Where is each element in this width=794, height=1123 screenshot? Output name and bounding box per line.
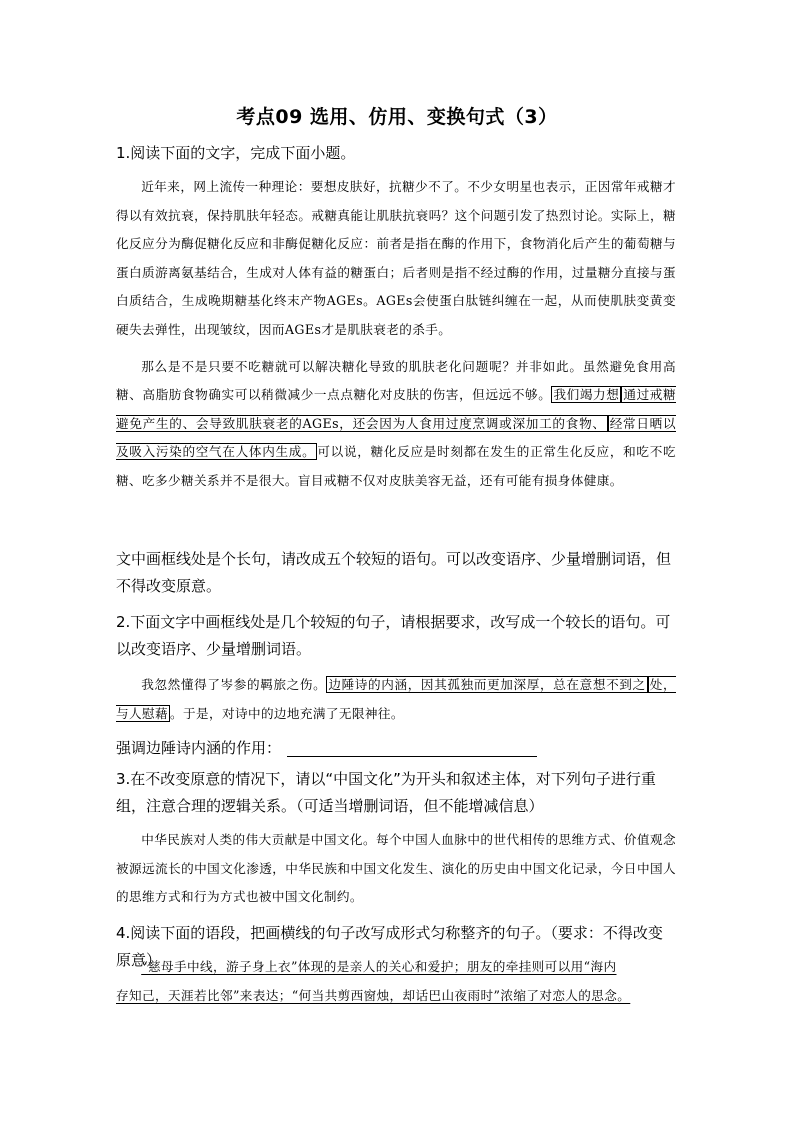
q2-boxed-text-2: 处，与人慰藉 — [116, 677, 676, 721]
q2-answer-label: 强调边陲诗内涵的作用： — [116, 739, 282, 757]
q1-p2-after: 可以说，糖化反应是时刻都在发生的正常生化反应，和吃不吃糖、吃多少糖关系并不是很大。盲目戒糖不仅对皮肤美容无益，还有可能有损身体健康。 — [116, 444, 676, 488]
q2-passage — [116, 671, 676, 728]
q1-boxed-sentence-2: 通过戒糖避免产生的、会导致肌肤衰老的AGEs，还会因为人食用过度烹调或深加工的食物、 — [116, 387, 677, 431]
q1-boxed-sentence-3: 经常日晒以及吸入污染的空气在人体内生成。 — [116, 415, 677, 460]
page-title: 考点09 选用、仿用、变换句式（3） — [236, 106, 558, 128]
q1-prompt: 1.阅读下面的文字，完成下面小题。 — [116, 144, 356, 162]
q2-boxed-text-1: 边陲诗的内涵，因其孤独而更加深厚，总在意想不到之 — [328, 677, 646, 692]
q2-answer-blank[interactable] — [287, 738, 537, 757]
q3-prompt: 3.在不改变原意的情况下，请以“中国文化”为开头和叙述主体，对下列句子进行重组，注意合理的逻辑关系。（可适当增删词语，但不能增减信息） — [116, 770, 656, 815]
q1-p2-before: 那么是不是只要不吃糖就可以解决糖化导致的肌肤老化问题呢？并非如此。虽然避免食用高糖、高脂肪食物确实可以稍微减少一点点糖化对皮肤的伤害，但远远不够。 — [116, 358, 676, 403]
q4-underlined-line-1: “慈母手中线，游子身上衣”体现的是亲人的关心和爱护；朋友的牵挂则可以用“海内 — [141, 959, 617, 974]
q2-answer-line — [116, 735, 676, 762]
q3-passage — [116, 826, 676, 912]
q2-before: 我忽然懂得了岑参的羁旅之伤。 — [141, 677, 327, 692]
q2-prompt: 2.下面文字中画框线处是几个较短的句子，请根据要求，改写成一个较长的语句。可以改变语序、少量增删词语。 — [116, 613, 671, 658]
q1-paragraph-2 — [116, 353, 676, 496]
q1-task: 文中画框线处是个长句，请改成五个较短的语句。可以改变语序、少量增删词语，但不得改变原意。 — [116, 550, 672, 595]
q4-prompt: 4.阅读下面的语段，把画横线的句子改写成形式匀称整齐的句子。（要求：不得改变原意） — [116, 924, 663, 969]
q4-underlined-line-2: 存知己，天涯若比邻”来表达；“何当共剪西窗烛，却话巴山夜雨时”浓缩了对恋人的思念。 — [116, 987, 631, 1003]
q1-paragraph-1: 近年来，网上流传一种理论：要想皮肤好，抗糖少不了。不少女明星也表示，正因常年戒糖才得以有效抗衰，保持肌肤年轻态。戒糖真能让肌肤抗衰吗？这个问题引发了热烈讨论。实际上，糖化反应分为酶促糖化反应和非酶促糖化反应：前者是指在酶的作用下，食物消化后产生的葡萄糖与蛋白质游离氨基结合，生成对人体有益的糖蛋白；后者则是指不经过酶的作用，过量糖分直接与蛋白质结合，生成晚期糖基化终末产物AGEs。AGEs会使蛋白肽链纠缠在一起，从而使肌肤变黄变硬失去弹性，出现皱纹，因而AGEs才是肌肤衰老的杀手。 — [116, 179, 676, 337]
q1-boxed-sentence-1: 我们竭力想 — [553, 387, 620, 403]
q2-after: 。于是，对诗中的边地充满了无限神往。 — [169, 705, 404, 721]
q1-passage — [116, 173, 676, 496]
q4-passage — [116, 953, 676, 1010]
q3-paragraph: 中华民族对人类的伟大贡献是中国文化。每个中国人血脉中的世代相传的思维方式、价值观念被源远流长的中国文化渗透，中华民族和中国文化发生、演化的历史由中国文化记录，今日中国人的思维方式和行为方式也被中国文化制约。 — [116, 832, 676, 905]
q2-paragraph — [116, 671, 676, 728]
